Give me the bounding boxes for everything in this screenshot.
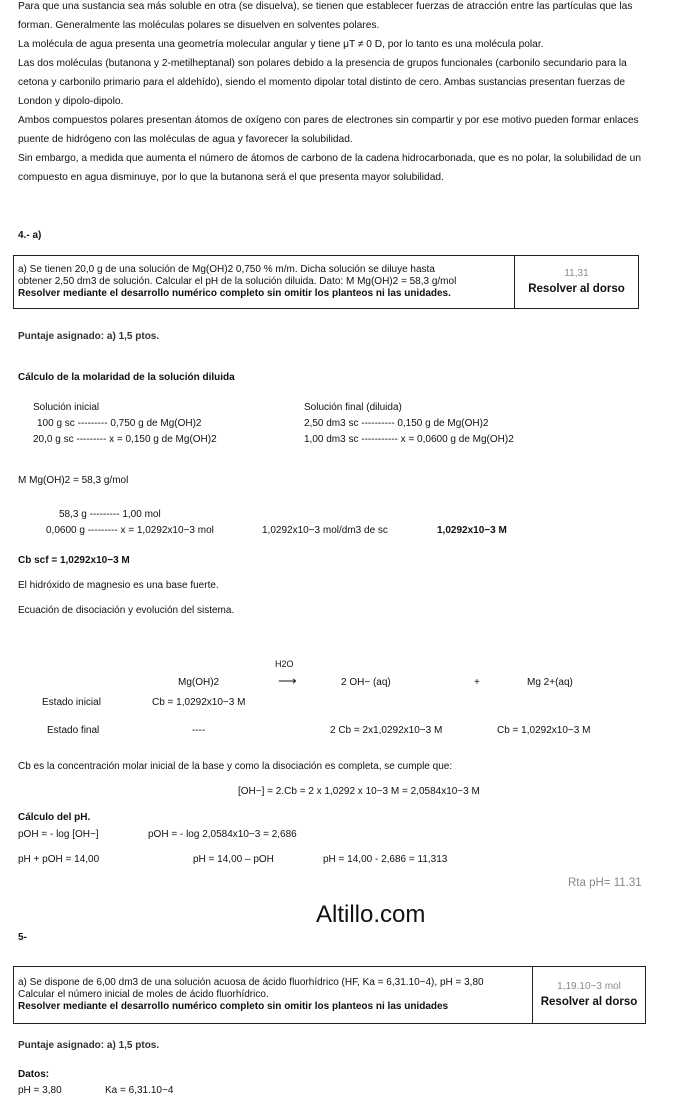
q5-question-box — [13, 966, 646, 1024]
q5-answer-value: 1,19.10−3 mol — [557, 981, 621, 992]
intro-line: Las dos moléculas (butanona y 2-metilheptanal) son polares debido a la presencia de grupos funcionales (carbonilo secundario para la — [18, 58, 627, 69]
intro-line: Para que una sustancia sea más soluble en otra (se disuelva), se tienen que establecer fuerzas de atracción entre las partículas que las — [18, 1, 633, 12]
intro-line: La molécula de agua presenta una geometría molecular angular y tiene μT ≠ 0 D, por lo tanto es una molécula polar. — [18, 39, 544, 50]
q5-line1: a) Se dispone de 6,00 dm3 de una solución acuosa de ácido fluorhídrico (HF, Ka = 6,31.10−4), pH = 3,80 — [18, 977, 484, 988]
intro-line: Ambos compuestos polares presentan átomos de oxígeno con pares de electrones sin compartir y por ese motivo pueden formar enlaces — [18, 115, 639, 126]
eq-water: H2O — [275, 659, 294, 669]
intro-line: London y dipolo-dipolo. — [18, 96, 124, 107]
mol-line-1: 58,3 g --------- 1,00 mol — [59, 509, 161, 520]
q4-line3: Resolver mediante el desarrollo numérico completo sin omitir los planteos ni las unidades. — [18, 288, 451, 299]
q5-line2: Calcular el número inicial de moles de ácido fluorhídrico. — [18, 989, 269, 1000]
poh-calc: pOH = - log 2,0584x10−3 = 2,686 — [148, 829, 297, 840]
intro-line: Sin embargo, a medida que aumenta el número de átomos de carbono de la cadena hidrocarbonada, que es no polar, la solubilidad de un — [18, 153, 641, 164]
ph-title: Cálculo del pH. — [18, 812, 91, 823]
intro-line: compuesto en agua disminuye, por lo que la butanona será el que presenta mayor solubilidad. — [18, 172, 444, 183]
mol-line-3: 1,0292x10−3 mol/dm3 de sc — [262, 525, 388, 536]
q4-puntaje: Puntaje asignado: a) 1,5 ptos. — [18, 331, 160, 342]
estado-inicial-value: Cb = 1,0292x10−3 M — [152, 697, 246, 708]
sol-final-title: Solución final (diluida) — [304, 402, 402, 413]
ph-calc: pH = 14,00 - 2,686 = 11,313 — [323, 854, 448, 865]
q4-heading: 4.- a) — [18, 230, 42, 241]
estado-final-p2: Cb = 1,0292x10−3 M — [497, 725, 591, 736]
oh-equation: [OH−] = 2.Cb = 2 x 1,0292 x 10−3 M = 2,0584x10−3 M — [238, 786, 480, 797]
q4-answer-value: 11,31 — [564, 268, 589, 279]
cb-result: Cb scf = 1,0292x10−3 M — [18, 555, 130, 566]
estado-final-dash: ---- — [192, 725, 206, 736]
base-text: El hidróxido de magnesio es una base fuerte. — [18, 580, 219, 591]
q4-question-box — [13, 255, 639, 309]
eq-plus: + — [474, 677, 480, 688]
q4-answer-label: Resolver al dorso — [528, 283, 625, 295]
eq-product2: Mg 2+(aq) — [527, 677, 573, 688]
sol-final-2: 1,00 dm3 sc ----------- x = 0,0600 g de Mg(OH)2 — [304, 434, 514, 445]
q5-puntaje: Puntaje asignado: a) 1,5 ptos. — [18, 1040, 160, 1051]
intro-line: cetona y carbonilo primario para el aldehído), siendo el momento dipolar total distinto de cero. Ambas sustancias presentan fuerzas de — [18, 77, 626, 88]
calc-title: Cálculo de la molaridad de la solución diluida — [18, 372, 235, 383]
molar-mass: M Mg(OH)2 = 58,3 g/mol — [18, 475, 129, 486]
poh-def: pOH = - log [OH−] — [18, 829, 99, 840]
eq-reactant: Mg(OH)2 — [178, 677, 220, 688]
intro-text — [18, 0, 698, 187]
eq-arrow: ⟶ — [278, 673, 297, 688]
q5-ka: Ka = 6,31.10−4 — [105, 1085, 174, 1096]
cb-text: Cb es la concentración molar inicial de la base y como la disociación es completa, se cumple que: — [18, 761, 453, 772]
watermark: Altillo.com — [316, 901, 426, 928]
q4-line2: obtener 2,50 dm3 de solución. Calcular el pH de la solución diluida. Dato: M Mg(OH)2 = 58,3 g/mol — [18, 276, 457, 287]
eq-product1: 2 OH− (aq) — [341, 677, 391, 688]
mol-line-4: 1,0292x10−3 M — [437, 525, 507, 536]
estado-final-p1: 2 Cb = 2x1,0292x10−3 M — [330, 725, 443, 736]
rta: Rta pH= 11.31 — [568, 877, 642, 889]
ph-sum: pH + pOH = 14,00 — [18, 854, 100, 865]
sol-final-1: 2,50 dm3 sc ---------- 0,150 g de Mg(OH)2 — [304, 418, 489, 429]
q5-ph: pH = 3,80 — [18, 1085, 62, 1096]
intro-line: puente de hidrógeno con las moléculas de agua y favorecer la solubilidad. — [18, 134, 353, 145]
mol-line-2: 0,0600 g --------- x = 1,0292x10−3 mol — [46, 525, 214, 536]
q5-heading: 5- — [18, 932, 27, 943]
ecuacion-text: Ecuación de disociación y evolución del sistema. — [18, 605, 235, 616]
estado-inicial-label: Estado inicial — [42, 697, 101, 708]
sol-inicial-1: 100 g sc --------- 0,750 g de Mg(OH)2 — [37, 418, 202, 429]
sol-inicial-title: Solución inicial — [33, 402, 100, 413]
sol-inicial-2: 20,0 g sc --------- x = 0,150 g de Mg(OH)2 — [33, 434, 217, 445]
ph-def: pH = 14,00 – pOH — [193, 854, 274, 865]
intro-line: forman. Generalmente las moléculas polares se disuelven en solventes polares. — [18, 20, 380, 31]
q5-datos: Datos: — [18, 1069, 50, 1080]
q5-line3: Resolver mediante el desarrollo numérico completo sin omitir los planteos ni las unidades — [18, 1001, 449, 1012]
q4-line1: a) Se tienen 20,0 g de una solución de Mg(OH)2 0,750 % m/m. Dicha solución se diluye hasta — [18, 264, 435, 275]
q5-answer-label: Resolver al dorso — [540, 996, 638, 1008]
estado-final-label: Estado final — [47, 725, 100, 736]
